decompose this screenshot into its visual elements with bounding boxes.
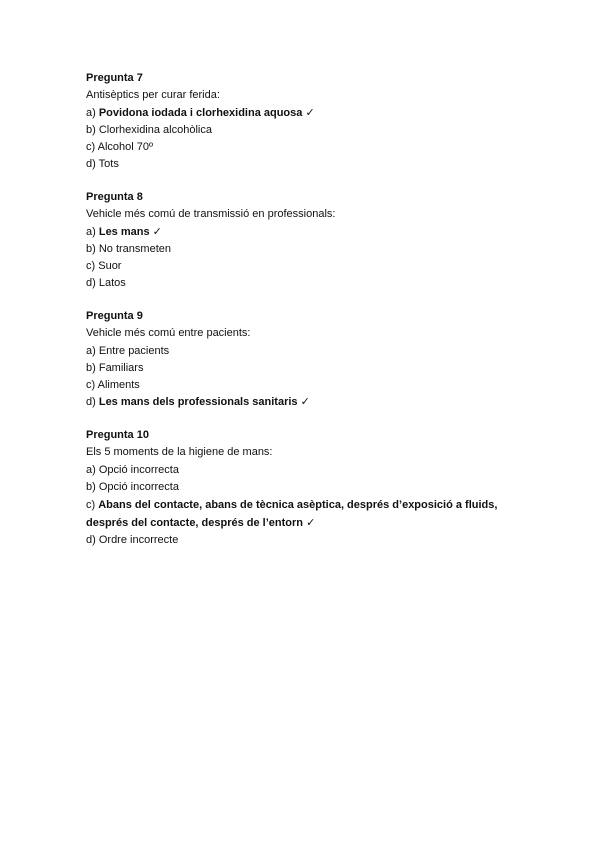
question-text: Els 5 moments de la higiene de mans: [86,446,273,458]
option-letter: a) [86,226,96,238]
option-text: Clorhexidina alcohòlica [98,124,212,136]
option-letter: d) [86,158,96,170]
option-d [86,156,526,173]
option-letter: b) [86,362,96,374]
question-title: Pregunta 9 [86,310,143,322]
question-title: Pregunta 8 [86,191,143,203]
question-title: Pregunta 7 [86,72,143,84]
option-c [86,496,526,532]
document-page [86,70,526,565]
question-text: Vehicle més comú entre pacients: [86,327,251,339]
option-letter: c) [86,499,96,511]
option-d [86,275,526,292]
option-b [86,241,526,258]
option-b [86,479,526,496]
option-a [86,105,526,122]
option-letter: a) [86,107,96,119]
question-7 [86,70,526,173]
option-text: Les mans ✓ [98,226,162,238]
option-text: Tots [98,158,119,170]
option-c [86,258,526,275]
option-letter: a) [86,464,96,476]
option-text: Latos [98,277,126,289]
option-letter: d) [86,396,96,408]
option-letter: a) [86,345,96,357]
option-c [86,377,526,394]
option-text: Povidona iodada i clorhexidina aquosa ✓ [98,107,315,119]
option-text: Les mans dels professionals sanitaris ✓ [98,396,310,408]
option-letter: c) [86,379,96,391]
question-8 [86,189,526,292]
option-a [86,343,526,360]
option-text: Ordre incorrecte [98,534,179,546]
option-text: Opció incorrecta [98,481,179,493]
option-letter: b) [86,481,96,493]
option-text: Alcohol 70º [97,141,154,153]
option-d [86,394,526,411]
option-text: Entre pacients [98,345,170,357]
question-10 [86,427,526,549]
question-text: Vehicle més comú de transmissió en professionals: [86,208,336,220]
option-text: No transmeten [98,243,171,255]
option-b [86,360,526,377]
option-text: Opció incorrecta [98,464,179,476]
option-b [86,122,526,139]
option-text: Aliments [97,379,140,391]
option-text: Suor [98,260,122,272]
option-letter: c) [86,141,96,153]
option-text: Familiars [98,362,144,374]
option-letter: b) [86,243,96,255]
option-a [86,462,526,479]
option-letter: b) [86,124,96,136]
option-text: Abans del contacte, abans de tècnica asèptica, després d’exposició a fluids, després del contacte, després de l’entorn ✓ [86,499,498,529]
option-a [86,224,526,241]
option-letter: d) [86,534,96,546]
question-text: Antisèptics per curar ferida: [86,89,220,101]
option-letter: c) [86,260,96,272]
option-c [86,139,526,156]
question-title: Pregunta 10 [86,429,149,441]
option-letter: d) [86,277,96,289]
option-d [86,532,526,549]
question-9 [86,308,526,411]
